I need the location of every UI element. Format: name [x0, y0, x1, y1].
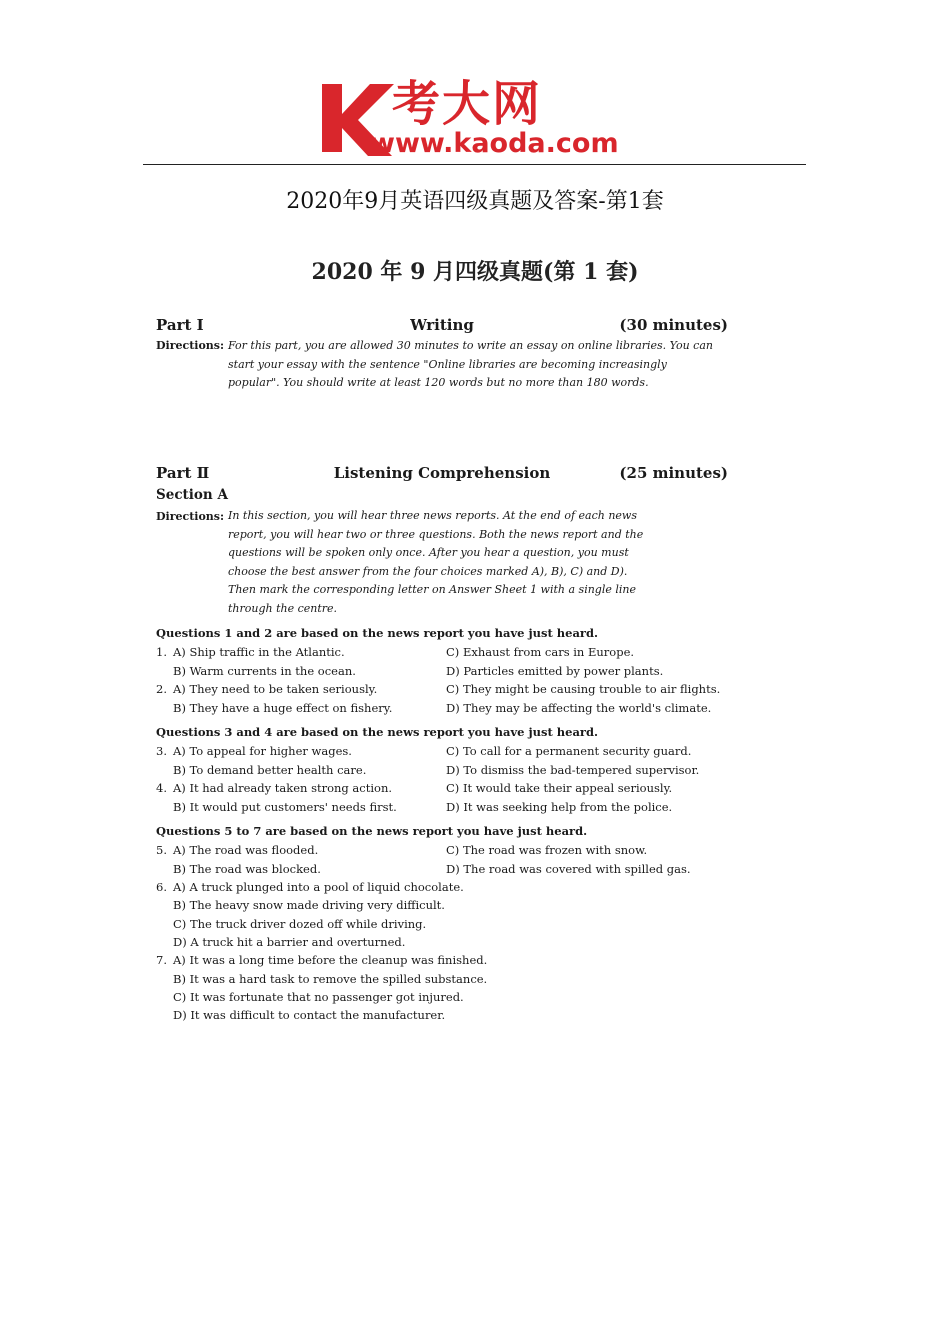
option-d: D) The road was covered with spilled gas.	[446, 862, 691, 876]
directions-line: start your essay with the sentence "Online libraries are becoming increasingly	[228, 357, 667, 371]
option-b: B) It was a hard task to remove the spilled substance.	[173, 972, 488, 986]
option-c: C) To call for a permanent security guard.	[446, 744, 692, 758]
document-title: 2020年9月英语四级真题及答案-第1套	[286, 189, 664, 214]
directions-line: questions will be spoken only once. After you hear a question, you must	[228, 546, 629, 559]
kaoda-logo	[318, 76, 648, 160]
option-a: A) It had already taken strong action.	[173, 781, 393, 795]
question-number: 3.	[156, 744, 167, 758]
directions-line: report, you will hear two or three questions. Both the news report and the	[228, 527, 644, 541]
directions-line: Then mark the corresponding letter on Answer Sheet 1 with a single line	[228, 583, 636, 596]
directions-line: choose the best answer from the four choices marked A), B), C) and D).	[228, 564, 628, 578]
option-b: B) It would put customers' needs first.	[173, 800, 397, 814]
question-group-heading: Questions 3 and 4 are based on the news report you have just heard.	[156, 725, 599, 739]
option-c: C) They might be causing trouble to air flights.	[446, 682, 721, 696]
question-number: 2.	[156, 682, 167, 696]
option-b: B) The heavy snow made driving very difficult.	[173, 898, 445, 912]
option-c: C) The road was frozen with snow.	[446, 843, 648, 857]
part2-name: Listening Comprehension	[333, 464, 551, 482]
option-a: A) To appeal for higher wages.	[173, 744, 352, 758]
option-c: C) It would take their appeal seriously.	[446, 781, 673, 795]
section-a-label: Section A	[156, 487, 228, 503]
part2-time: (25 minutes)	[619, 464, 728, 482]
option-b: B) Warm currents in the ocean.	[173, 664, 356, 678]
option-c: C) Exhaust from cars in Europe.	[446, 645, 635, 659]
option-a: A) Ship traffic in the Atlantic.	[173, 645, 345, 659]
part2-directions-label: Directions:	[156, 510, 225, 523]
option-c: C) It was fortunate that no passenger got injured.	[173, 990, 464, 1004]
question-number: 5.	[156, 843, 167, 857]
question-group-heading: Questions 5 to 7 are based on the news report you have just heard.	[156, 824, 588, 838]
option-d: D) It was seeking help from the police.	[446, 800, 673, 814]
part1-time: (30 minutes)	[619, 316, 728, 334]
question-number: 4.	[156, 781, 167, 795]
option-b: B) They have a huge effect on fishery.	[173, 701, 393, 715]
question-number: 1.	[156, 645, 167, 659]
option-b: B) The road was blocked.	[173, 862, 321, 876]
directions-line: For this part, you are allowed 30 minutes to write an essay on online libraries. You can	[228, 339, 713, 352]
option-a: A) The road was flooded.	[173, 843, 319, 857]
directions-line: popular". You should write at least 120 words but no more than 180 words.	[228, 376, 649, 389]
logo-url: www.kaoda.com	[370, 128, 619, 159]
directions-line: through the centre.	[228, 601, 338, 615]
option-d: D) Particles emitted by power plants.	[446, 664, 664, 678]
header-divider	[143, 164, 806, 165]
option-c: C) The truck driver dozed off while driving.	[173, 917, 427, 931]
part1-directions	[228, 337, 728, 393]
part2-directions	[228, 507, 653, 618]
part1-name: Writing	[410, 316, 474, 334]
directions-line: In this section, you will hear three news reports. At the end of each news	[228, 509, 637, 522]
option-a: A) A truck plunged into a pool of liquid chocolate.	[173, 880, 464, 894]
option-a: A) It was a long time before the cleanup was finished.	[173, 953, 488, 967]
part1-label: Part Ⅰ	[156, 316, 204, 334]
option-d: D) A truck hit a barrier and overturned.	[173, 935, 406, 949]
question-number: 6.	[156, 880, 167, 894]
part1-directions-label: Directions:	[156, 339, 225, 352]
question-number: 7.	[156, 953, 167, 967]
question-group-heading: Questions 1 and 2 are based on the news report you have just heard.	[156, 626, 599, 640]
logo-chinese-text: 考大网	[392, 76, 543, 132]
option-d: D) They may be affecting the world's climate.	[446, 701, 712, 715]
option-d: D) To dismiss the bad-tempered supervisor.	[446, 763, 700, 777]
part2-label: Part Ⅱ	[156, 464, 210, 482]
exam-title: 2020 年 9 月四级真题(第 1 套)	[311, 259, 639, 285]
option-d: D) It was difficult to contact the manufacturer.	[173, 1008, 446, 1022]
option-a: A) They need to be taken seriously.	[173, 682, 378, 696]
option-b: B) To demand better health care.	[173, 763, 367, 777]
